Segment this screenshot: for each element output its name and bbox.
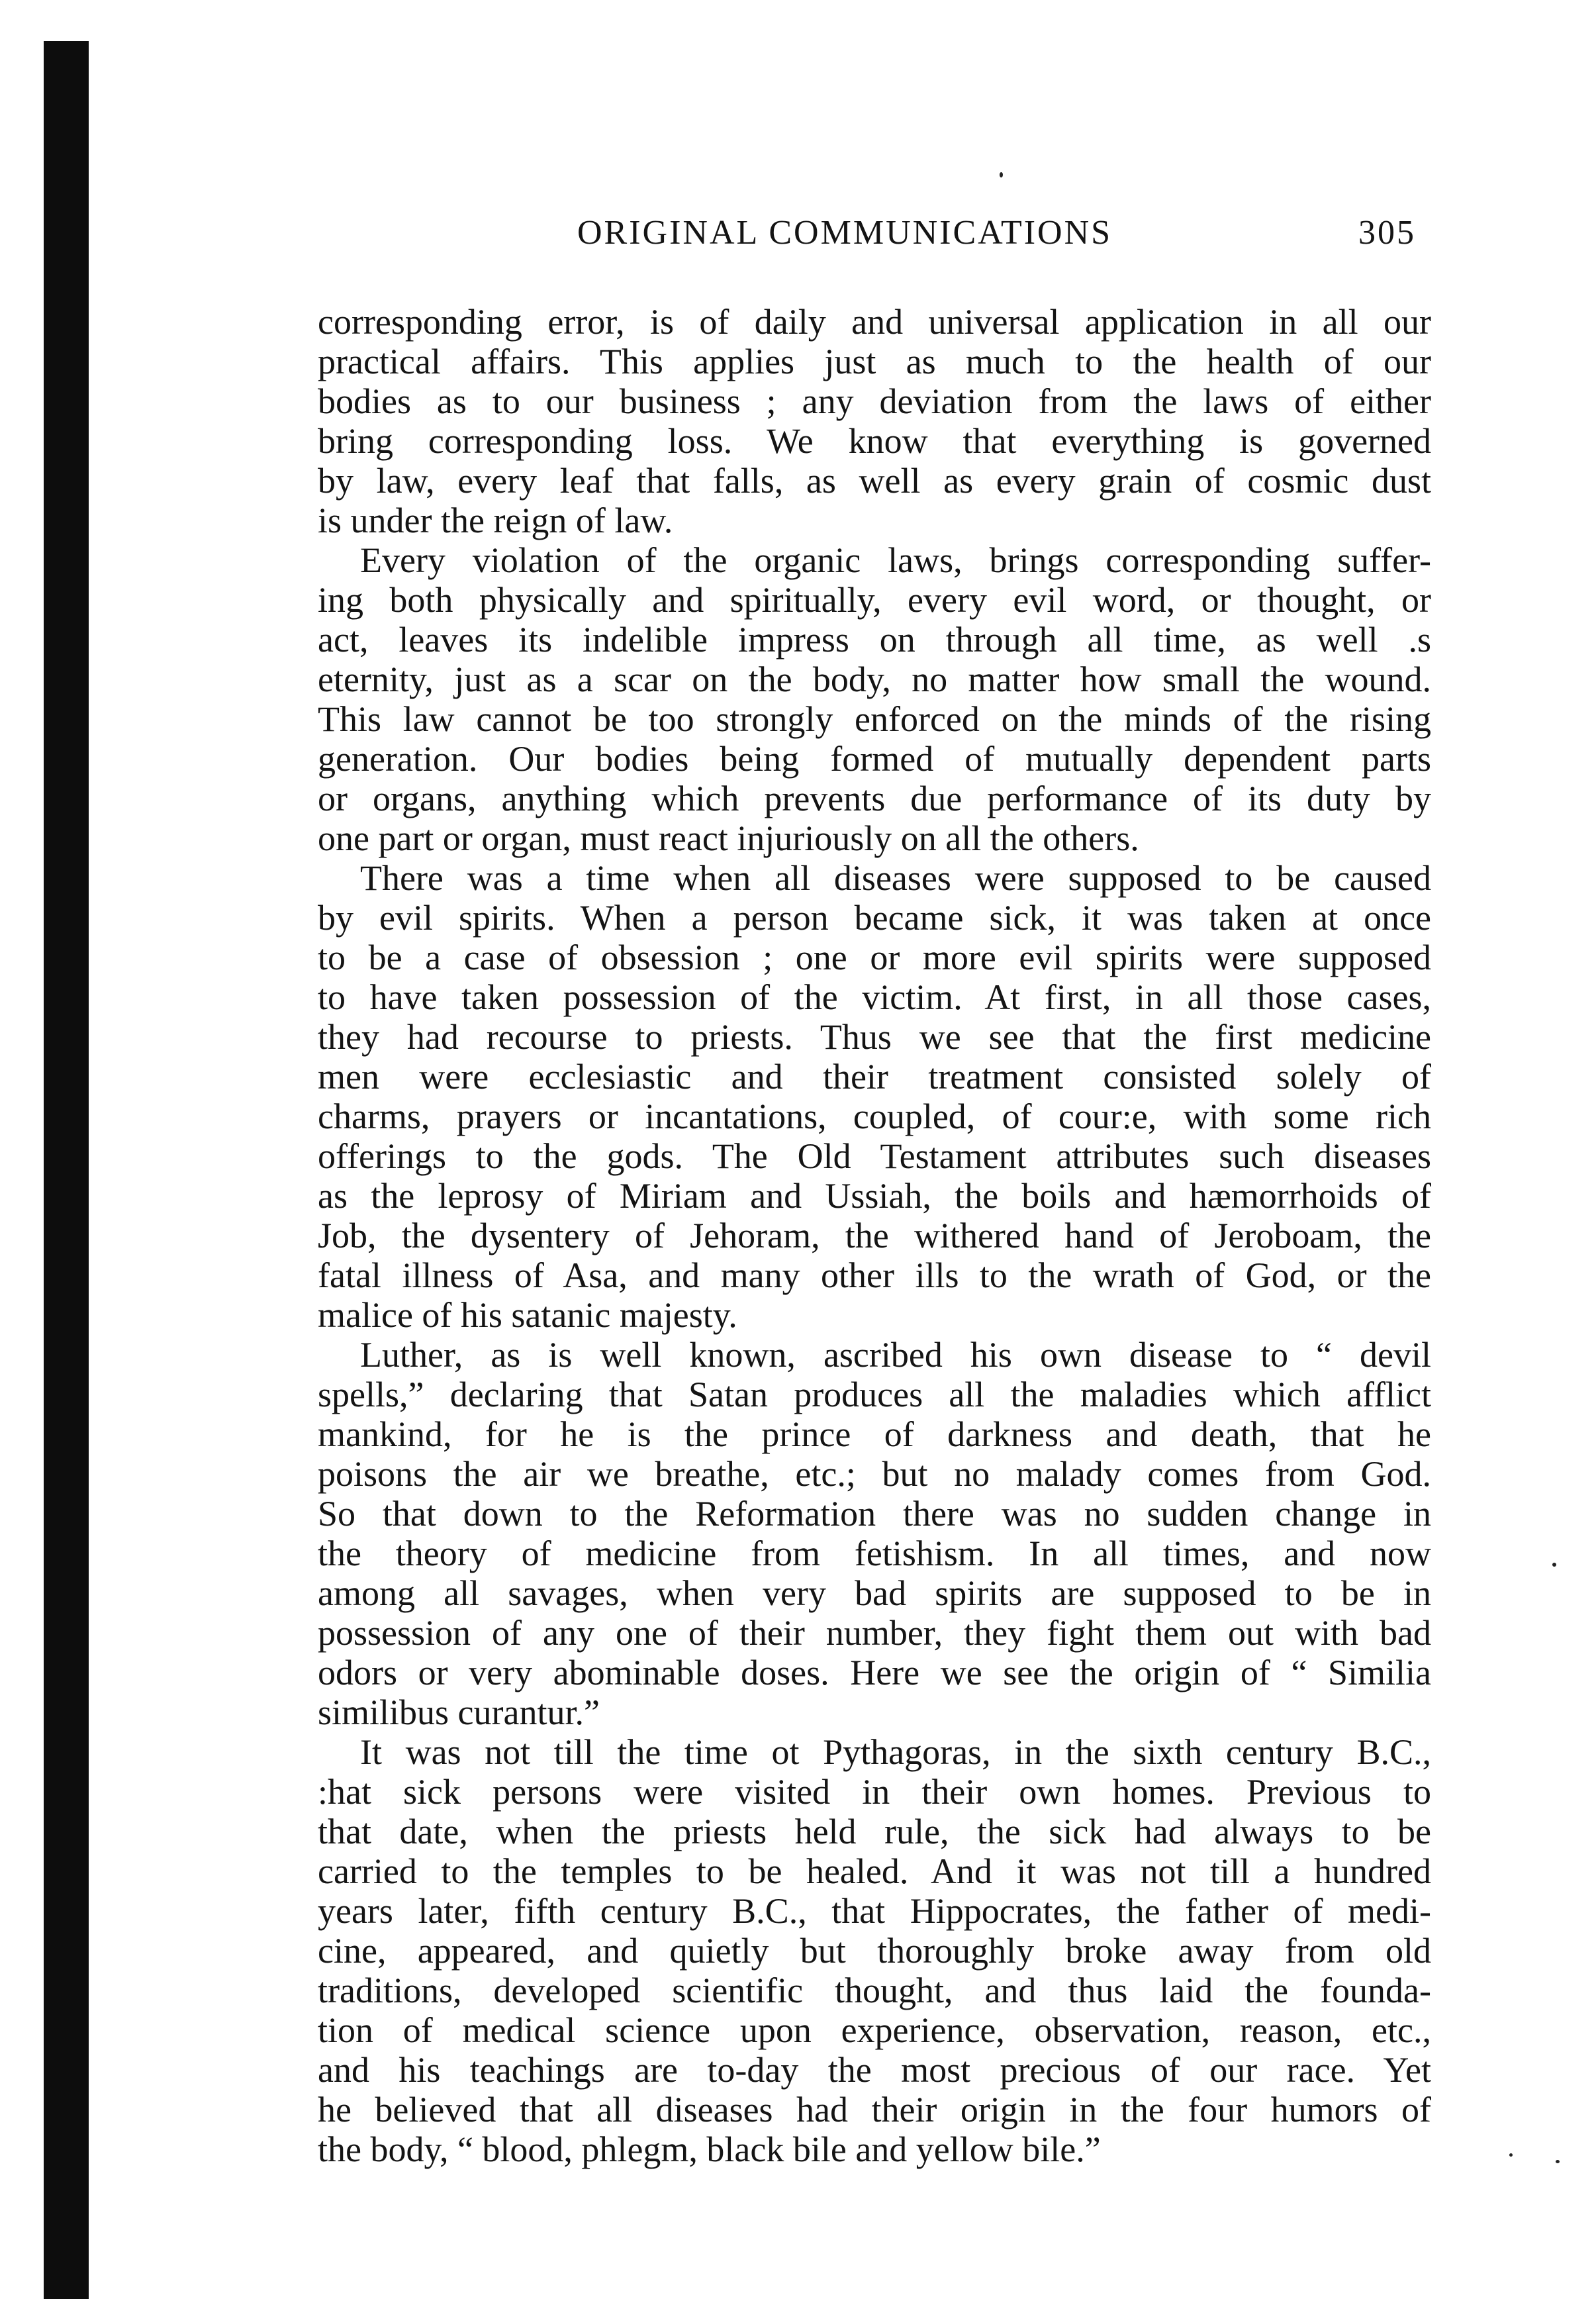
running-title: ORIGINAL COMMUNICATIONS <box>577 214 1113 252</box>
scan-speck <box>1552 1563 1556 1567</box>
text-line: generation. Our bodies being formed of mutually dependent parts <box>318 739 1431 779</box>
text-line: he believed that all diseases had their origin in the four humors of <box>318 2090 1431 2129</box>
text-line: fatal illness of Asa, and many other ills to the wrath of God, or the <box>318 1255 1431 1295</box>
text-line: So that down to the Reformation there was no sudden change in <box>318 1494 1431 1534</box>
text-line: mankind, for he is the prince of darkness and death, that he <box>318 1414 1431 1454</box>
text-line: among all savages, when very bad spirits are supposed to be in <box>318 1573 1431 1613</box>
text-line: charms, prayers or incantations, coupled, of cour:e, with some rich <box>318 1097 1431 1136</box>
text-line: poisons the air we breathe, etc.; but no malady comes from God. <box>318 1454 1431 1494</box>
text-line: bodies as to our business ; any deviation from the laws of either <box>318 381 1431 421</box>
paragraph <box>318 858 1431 1335</box>
text-line: the theory of medicine from fetishism. In all times, and now <box>318 1534 1431 1573</box>
text-line: similibus curantur.” <box>318 1692 600 1732</box>
text-line: they had recourse to priests. Thus we see that the first medicine <box>318 1017 1431 1057</box>
text-line: tion of medical science upon experience, observation, reason, etc., <box>318 2010 1431 2050</box>
text-line: offerings to the gods. The Old Testament attributes such diseases <box>318 1136 1431 1176</box>
text-line: traditions, developed scientific thought, and thus laid the founda- <box>318 1971 1431 2010</box>
paragraph <box>318 302 1431 540</box>
text-line: the body, “ blood, phlegm, black bile and yellow bile.” <box>318 2129 1101 2169</box>
body-text <box>318 302 1431 2169</box>
text-line: by evil spirits. When a person became sick, it was taken at once <box>318 898 1431 938</box>
text-line: spells,” declaring that Satan produces all the maladies which afflict <box>318 1375 1431 1414</box>
scan-speck <box>1000 172 1003 177</box>
text-line: is under the reign of law. <box>318 501 673 540</box>
text-line: and his teachings are to-day the most precious of our race. Yet <box>318 2050 1431 2090</box>
text-line: It was not till the time ot Pythagoras, in the sixth century B.C., <box>360 1732 1431 1772</box>
text-line: that date, when the priests held rule, the sick had always to be <box>318 1812 1431 1851</box>
page-number: 305 <box>1358 214 1416 252</box>
text-line: practical affairs. This applies just as much to the health of our <box>318 342 1431 381</box>
text-line: cine, appeared, and quietly but thoroughly broke away from old <box>318 1931 1431 1971</box>
text-line: possession of any one of their number, they fight them out with bad <box>318 1613 1431 1653</box>
text-line: :hat sick persons were visited in their own homes. Previous to <box>318 1772 1431 1812</box>
text-line: ing both physically and spiritually, every evil word, or thought, or <box>318 580 1431 620</box>
text-line: eternity, just as a scar on the body, no matter how small the wound. <box>318 660 1431 699</box>
text-line: to have taken possession of the victim. At first, in all those cases, <box>318 977 1431 1017</box>
text-line: corresponding error, is of daily and universal application in all our <box>318 302 1431 342</box>
text-line: odors or very abominable doses. Here we see the origin of “ Similia <box>318 1653 1431 1692</box>
scan-binding-edge <box>44 41 89 2299</box>
text-line: one part or organ, must react injuriously on all the others. <box>318 818 1139 858</box>
text-line: Every violation of the organic laws, brings corresponding suffer- <box>360 540 1431 580</box>
text-line: as the leprosy of Miriam and Ussiah, the boils and hæmorrhoids of <box>318 1176 1431 1216</box>
text-line: Luther, as is well known, ascribed his own disease to “ devil <box>360 1335 1431 1375</box>
text-line: men were ecclesiastic and their treatment consisted solely of <box>318 1057 1431 1097</box>
text-line: bring corresponding loss. We know that everything is governed <box>318 421 1431 461</box>
text-line: malice of his satanic majesty. <box>318 1295 737 1335</box>
text-line: Job, the dysentery of Jehoram, the withered hand of Jeroboam, the <box>318 1216 1431 1255</box>
text-line: carried to the temples to be healed. And it was not till a hundred <box>318 1851 1431 1891</box>
text-line: This law cannot be too strongly enforced on the minds of the rising <box>318 699 1431 739</box>
text-line: by law, every leaf that falls, as well as every grain of cosmic dust <box>318 461 1431 501</box>
paragraph <box>318 540 1431 858</box>
text-line: years later, fifth century B.C., that Hippocrates, the father of medi- <box>318 1891 1431 1931</box>
scan-speck <box>1556 2160 1560 2163</box>
text-line: act, leaves its indelible impress on through all time, as well .s <box>318 620 1431 660</box>
scan-speck <box>1509 2153 1513 2157</box>
paragraph <box>318 1335 1431 1732</box>
text-line: There was a time when all diseases were supposed to be caused <box>360 858 1431 898</box>
running-head <box>318 211 1430 264</box>
text-line: to be a case of obsession ; one or more evil spirits were supposed <box>318 938 1431 977</box>
text-line: or organs, anything which prevents due performance of its duty by <box>318 779 1431 818</box>
paragraph <box>318 1732 1431 2169</box>
